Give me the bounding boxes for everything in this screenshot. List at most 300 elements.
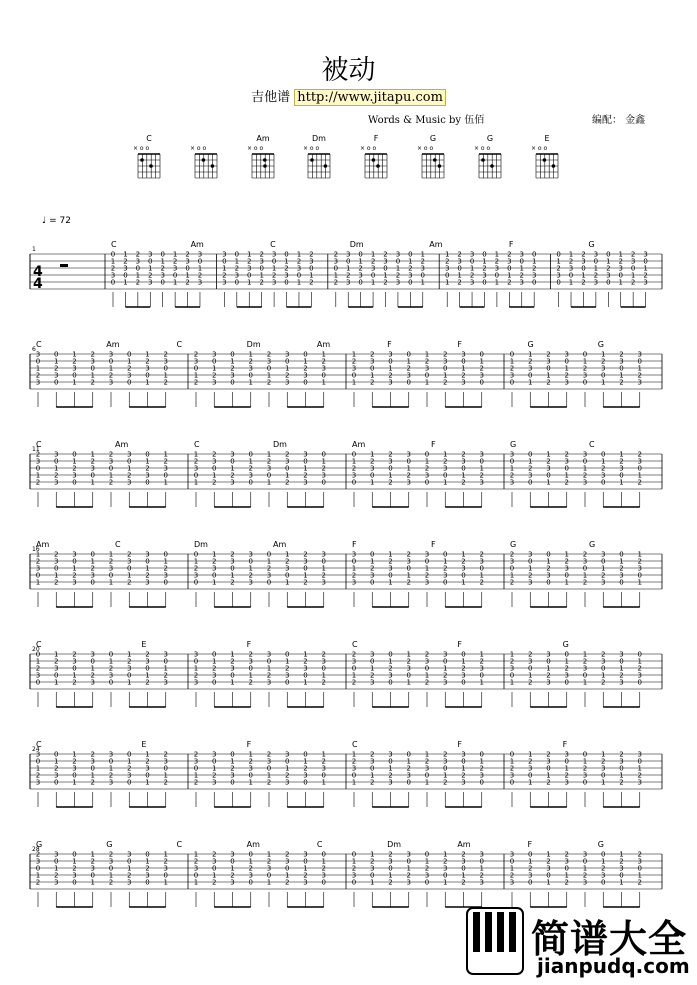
fret-number: 3 <box>234 271 240 280</box>
fret-number: 3 <box>145 657 150 666</box>
fret-number: 2 <box>388 478 393 487</box>
fret-number: 0 <box>230 564 235 573</box>
fret-number: 2 <box>321 864 326 873</box>
fret-number: 1 <box>248 750 253 759</box>
fret-number: 3 <box>461 564 466 573</box>
fret-number: 0 <box>643 257 648 266</box>
fret-number: 0 <box>351 557 357 566</box>
fret-number: 1 <box>582 650 588 659</box>
fret-number: 2 <box>266 750 272 759</box>
fret-number: 1 <box>163 771 168 780</box>
fret-number: 3 <box>54 478 59 487</box>
fret-number: 3 <box>230 850 235 859</box>
fret-number: 2 <box>388 371 393 380</box>
fret-number: 3 <box>601 550 606 559</box>
fret-number: 3 <box>248 364 253 373</box>
fret-number: 0 <box>145 850 150 859</box>
fret-number: 2 <box>581 278 586 287</box>
fret-number: 3 <box>230 478 235 487</box>
fret-number: 1 <box>619 478 624 487</box>
fret-number: 3 <box>601 871 606 880</box>
fret-number: 2 <box>351 650 357 659</box>
chord-label: F <box>562 740 568 749</box>
fret-number: 0 <box>443 364 448 373</box>
fret-number: 2 <box>351 864 357 873</box>
fret-number: 2 <box>383 278 388 287</box>
fret-number: 3 <box>461 350 466 359</box>
fret-number: 1 <box>266 371 272 380</box>
fret-number: 1 <box>370 878 375 887</box>
fret-number: 0 <box>351 371 357 380</box>
fret-number: 0 <box>193 364 199 373</box>
fret-number: 1 <box>370 664 375 673</box>
fret-number: 1 <box>528 564 533 573</box>
fret-number: 0 <box>72 478 77 487</box>
fret-number: 3 <box>469 278 475 287</box>
fret-number: 3 <box>247 264 252 273</box>
fret-number: 1 <box>443 664 448 673</box>
fret-number: 0 <box>193 764 199 773</box>
fret-number: 0 <box>479 671 484 680</box>
fret-number: 3 <box>479 371 484 380</box>
fret-number: 0 <box>90 471 95 480</box>
fret-number: 0 <box>457 264 462 273</box>
fret-number: 0 <box>582 350 588 359</box>
fret-number: 1 <box>581 271 586 280</box>
fret-number: 3 <box>388 564 393 573</box>
fret-number: 0 <box>564 757 569 766</box>
fret-number: 0 <box>509 350 515 359</box>
fret-number: 0 <box>54 378 59 387</box>
chord-label: G <box>588 240 595 249</box>
fret-number: 2 <box>145 757 150 766</box>
fret-number: 2 <box>601 650 606 659</box>
fret-number: 3 <box>546 571 551 580</box>
fret-number: 1 <box>582 464 588 473</box>
fret-number: 2 <box>619 857 624 866</box>
fret-number: 3 <box>395 250 401 259</box>
fret-number: 0 <box>444 271 450 280</box>
fret-number: 1 <box>54 357 59 366</box>
fret-number: 2 <box>406 871 411 880</box>
fret-number: 3 <box>193 571 199 580</box>
fret-number: 1 <box>212 657 217 666</box>
fret-number: 3 <box>230 771 235 780</box>
fret-number: 3 <box>582 557 588 566</box>
fret-number: 3 <box>564 378 569 387</box>
fret-number: 2 <box>303 871 308 880</box>
fret-number: 1 <box>494 250 500 259</box>
fret-number: 3 <box>212 857 217 866</box>
fret-number: 1 <box>54 464 59 473</box>
fret-number: 0 <box>72 557 77 566</box>
fret-number: 3 <box>135 257 141 266</box>
fret-number: 2 <box>424 650 430 659</box>
fret-number: 3 <box>424 764 430 773</box>
fret-number: 0 <box>469 257 475 266</box>
fret-number: 0 <box>388 571 393 580</box>
fret-number: 1 <box>222 264 227 273</box>
fret-number: 1 <box>266 771 272 780</box>
fret-number: 0 <box>494 271 500 280</box>
fret-number: 1 <box>528 750 533 759</box>
fret-number: 2 <box>230 764 235 773</box>
fret-number: 1 <box>90 878 95 887</box>
fret-number: 3 <box>370 864 375 873</box>
chord-label: C <box>352 740 358 749</box>
fret-number: 3 <box>303 557 308 566</box>
fret-number: 2 <box>358 264 363 273</box>
fret-number: 3 <box>172 264 178 273</box>
fret-number: 0 <box>564 678 569 687</box>
fret-number: 2 <box>564 664 569 673</box>
fret-number: 1 <box>193 771 199 780</box>
fret-number: 1 <box>546 450 551 459</box>
fret-number: 3 <box>90 571 95 580</box>
fret-number: 3 <box>637 671 642 680</box>
fret-number: 3 <box>108 350 114 359</box>
fret-number: 1 <box>321 350 326 359</box>
fret-number: 1 <box>54 650 59 659</box>
chord-label: Am <box>429 240 443 249</box>
fret-number: 0 <box>303 778 308 787</box>
fret-number: 0 <box>546 871 551 880</box>
fret-number: 2 <box>406 578 411 587</box>
tab-system <box>0 434 697 529</box>
fret-number: 3 <box>637 564 642 573</box>
fret-number: 0 <box>110 278 116 287</box>
fret-number: 0 <box>296 271 302 280</box>
fret-number: 3 <box>528 550 533 559</box>
fret-number: 2 <box>443 671 448 680</box>
fret-number: 1 <box>108 871 114 880</box>
fret-number: 2 <box>388 664 393 673</box>
fret-number: 1 <box>443 371 448 380</box>
fret-number: 0 <box>351 771 357 780</box>
fret-number: 2 <box>54 578 59 587</box>
fret-number: 3 <box>160 271 165 280</box>
fret-number: 3 <box>284 271 289 280</box>
chord-label: Am <box>246 840 260 849</box>
fret-number: 1 <box>420 278 426 287</box>
fret-number: 2 <box>601 757 606 766</box>
fret-number: 2 <box>582 550 588 559</box>
fret-number: 2 <box>457 250 462 259</box>
chord-label: Am <box>457 840 471 849</box>
fret-number: 3 <box>593 278 599 287</box>
fret-number: 0 <box>266 871 272 880</box>
fret-number: 2 <box>110 264 116 273</box>
chord-label: F <box>246 640 252 649</box>
fret-number: 0 <box>370 578 375 587</box>
fret-number: 3 <box>619 571 624 580</box>
fret-number: 3 <box>619 464 624 473</box>
fret-number: 1 <box>370 278 376 287</box>
fret-number: 1 <box>461 871 466 880</box>
fret-number: 2 <box>637 478 642 487</box>
fret-number: 1 <box>163 450 168 459</box>
fret-number: 3 <box>193 678 199 687</box>
fret-number: 0 <box>582 564 588 573</box>
fret-number: 3 <box>370 757 375 766</box>
chord-label: G <box>562 640 569 649</box>
fret-number: 0 <box>528 664 533 673</box>
fret-number: 1 <box>556 257 561 266</box>
fret-number: 1 <box>564 364 569 373</box>
fret-number: 2 <box>424 864 430 873</box>
chord-diagram <box>186 134 226 184</box>
source-line <box>0 86 697 105</box>
song-title: 被动 <box>321 55 376 86</box>
fret-number: 2 <box>546 671 551 680</box>
fret-number: 3 <box>593 250 599 259</box>
measure-number: 20 <box>32 646 40 653</box>
fret-number: 3 <box>90 357 95 366</box>
fret-number: 1 <box>185 271 190 280</box>
fret-number: 3 <box>388 857 393 866</box>
fret-number: 0 <box>406 750 411 759</box>
fret-number: 3 <box>321 871 326 880</box>
fret-number: 0 <box>127 457 132 466</box>
chord-grid-icon <box>243 144 283 180</box>
fret-number: 2 <box>321 678 326 687</box>
fret-number: 2 <box>482 264 487 273</box>
fret-number: 2 <box>284 264 289 273</box>
fret-number: 1 <box>637 364 642 373</box>
chord-label: F <box>387 340 392 349</box>
source-url[interactable]: http://www.jitapu.com <box>294 89 446 106</box>
fret-number: 0 <box>108 650 114 659</box>
fret-number: 2 <box>163 350 168 359</box>
fret-number: 1 <box>127 757 132 766</box>
fret-number: 3 <box>35 350 41 359</box>
fret-number: 3 <box>35 564 41 573</box>
fret-number: 0 <box>424 478 430 487</box>
fret-number: 0 <box>222 257 227 266</box>
fret-number: 3 <box>222 278 227 287</box>
measure-number: 24 <box>32 746 40 753</box>
fret-number: 2 <box>351 464 357 473</box>
fret-number: 3 <box>54 850 59 859</box>
fret-number: 3 <box>420 264 426 273</box>
fret-number: 1 <box>461 764 466 773</box>
fret-number: 2 <box>54 471 59 480</box>
fret-number: 3 <box>230 557 235 566</box>
fret-number: 0 <box>303 457 308 466</box>
fret-number: 3 <box>72 550 77 559</box>
fret-number: 3 <box>266 678 272 687</box>
fret-number: 0 <box>108 678 114 687</box>
fret-number: 0 <box>528 450 533 459</box>
fret-number: 2 <box>90 750 95 759</box>
fret-number: 2 <box>285 850 290 859</box>
fret-number: 0 <box>185 264 190 273</box>
fret-number: 2 <box>582 578 588 587</box>
fret-number: 1 <box>424 671 430 680</box>
fret-number: 0 <box>406 564 411 573</box>
fret-number: 0 <box>266 657 272 666</box>
fret-number: 1 <box>424 857 430 866</box>
fret-number: 3 <box>163 464 168 473</box>
fret-number: 1 <box>266 850 272 859</box>
fret-number: 3 <box>637 350 642 359</box>
fret-number: 2 <box>321 464 326 473</box>
fret-number: 1 <box>395 264 401 273</box>
fret-number: 1 <box>303 678 308 687</box>
fret-number: 0 <box>135 264 141 273</box>
fret-number: 3 <box>212 778 217 787</box>
fret-number: 2 <box>370 564 375 573</box>
fret-number: 0 <box>601 478 606 487</box>
fret-number: 3 <box>351 657 357 666</box>
fret-number: 2 <box>212 450 217 459</box>
fret-number: 0 <box>285 571 290 580</box>
fret-number: 0 <box>351 850 357 859</box>
fret-number: 0 <box>145 664 150 673</box>
fret-number: 2 <box>145 650 150 659</box>
fret-number: 3 <box>285 378 290 387</box>
fret-number: 3 <box>461 378 466 387</box>
fret-number: 0 <box>637 678 642 687</box>
fret-number: 1 <box>230 650 235 659</box>
fret-number: 3 <box>546 864 551 873</box>
fret-number: 2 <box>351 757 357 766</box>
tab-system <box>0 734 697 829</box>
fret-number: 0 <box>127 671 132 680</box>
fret-number: 0 <box>160 250 165 259</box>
fret-number: 1 <box>582 571 588 580</box>
fret-number: 1 <box>234 257 240 266</box>
chord-label: Am <box>190 240 204 249</box>
fret-number: 2 <box>582 471 588 480</box>
fret-number: 3 <box>163 650 168 659</box>
fret-number: 0 <box>285 864 290 873</box>
fret-number: 3 <box>145 550 150 559</box>
fret-number: 3 <box>108 778 114 787</box>
fret-number: 0 <box>145 878 150 887</box>
fret-number: 1 <box>321 857 326 866</box>
svg-text:4: 4 <box>33 264 43 280</box>
fret-number: 0 <box>285 757 290 766</box>
fret-number: 1 <box>72 564 77 573</box>
chord-label: C <box>194 440 200 449</box>
fret-number: 0 <box>230 378 235 387</box>
fret-number: 3 <box>406 478 411 487</box>
fret-number: 2 <box>637 771 642 780</box>
fret-number: 0 <box>321 664 326 673</box>
fret-number: 0 <box>345 257 351 266</box>
tempo-value: = 72 <box>49 216 71 226</box>
fret-number: 1 <box>123 278 128 287</box>
fret-number: 2 <box>528 464 533 473</box>
fret-number: 3 <box>54 664 59 673</box>
fret-number: 1 <box>507 271 512 280</box>
fret-number: 1 <box>345 264 351 273</box>
fret-number: 2 <box>619 350 624 359</box>
fret-number: 3 <box>546 650 551 659</box>
fret-number: 1 <box>528 857 533 866</box>
fret-number: 3 <box>248 471 253 480</box>
fret-number: 1 <box>285 871 290 880</box>
chord-label: F <box>431 440 436 449</box>
chord-label: C <box>352 640 358 649</box>
fret-number: 1 <box>408 257 413 266</box>
fret-number: 1 <box>509 571 515 580</box>
fret-number: 0 <box>163 657 168 666</box>
fret-number: 1 <box>593 264 599 273</box>
fret-number: 0 <box>148 257 153 266</box>
fret-number: 0 <box>619 578 624 587</box>
svg-text:× o o: × o o <box>303 145 320 152</box>
fret-number: 2 <box>333 250 339 259</box>
fret-number: 3 <box>509 371 515 380</box>
fret-number: 2 <box>370 378 375 387</box>
fret-number: 0 <box>72 878 77 887</box>
chord-label: Am <box>273 540 287 549</box>
fret-number: 2 <box>370 750 375 759</box>
fret-number: 2 <box>234 264 240 273</box>
fret-number: 0 <box>601 557 606 566</box>
fret-number: 2 <box>145 571 150 580</box>
fret-number: 1 <box>618 250 623 259</box>
fret-number: 1 <box>90 664 95 673</box>
fret-number: 3 <box>285 857 290 866</box>
fret-number: 1 <box>266 878 272 887</box>
fret-number: 0 <box>443 550 448 559</box>
fret-number: 3 <box>321 657 326 666</box>
fret-number: 3 <box>424 871 430 880</box>
fret-number: 2 <box>619 457 624 466</box>
fret-number: 3 <box>509 850 515 859</box>
fret-number: 3 <box>601 471 606 480</box>
fret-number: 1 <box>509 757 515 766</box>
fret-number: 1 <box>546 557 551 566</box>
fret-number: 2 <box>546 564 551 573</box>
fret-number: 0 <box>619 871 624 880</box>
fret-number: 3 <box>424 550 430 559</box>
fret-number: 2 <box>163 750 168 759</box>
fret-number: 1 <box>528 778 533 787</box>
fret-number: 3 <box>351 364 357 373</box>
fret-number: 3 <box>90 757 95 766</box>
fret-number: 1 <box>388 550 393 559</box>
fret-number: 3 <box>222 250 227 259</box>
fret-number: 0 <box>212 757 217 766</box>
fret-number: 0 <box>509 564 515 573</box>
fret-number: 2 <box>601 678 606 687</box>
tab-system <box>0 534 697 629</box>
chord-label: E <box>141 640 147 649</box>
fret-number: 2 <box>564 478 569 487</box>
fret-number: 0 <box>546 471 551 480</box>
fret-number: 1 <box>127 678 132 687</box>
fret-number: 1 <box>564 578 569 587</box>
fret-number: 0 <box>424 450 430 459</box>
fret-number: 2 <box>509 364 515 373</box>
svg-text:× o o: × o o <box>417 145 434 152</box>
chord-label: E <box>141 740 147 749</box>
fret-number: 1 <box>568 278 574 287</box>
fret-number: 0 <box>601 771 606 780</box>
source-label: 吉他谱 <box>251 90 291 105</box>
fret-number: 3 <box>90 678 95 687</box>
fret-number: 0 <box>618 271 623 280</box>
fret-number: 2 <box>127 657 132 666</box>
fret-number: 2 <box>479 657 484 666</box>
fret-number: 1 <box>54 678 59 687</box>
fret-number: 1 <box>163 371 168 380</box>
fret-number: 2 <box>528 757 533 766</box>
